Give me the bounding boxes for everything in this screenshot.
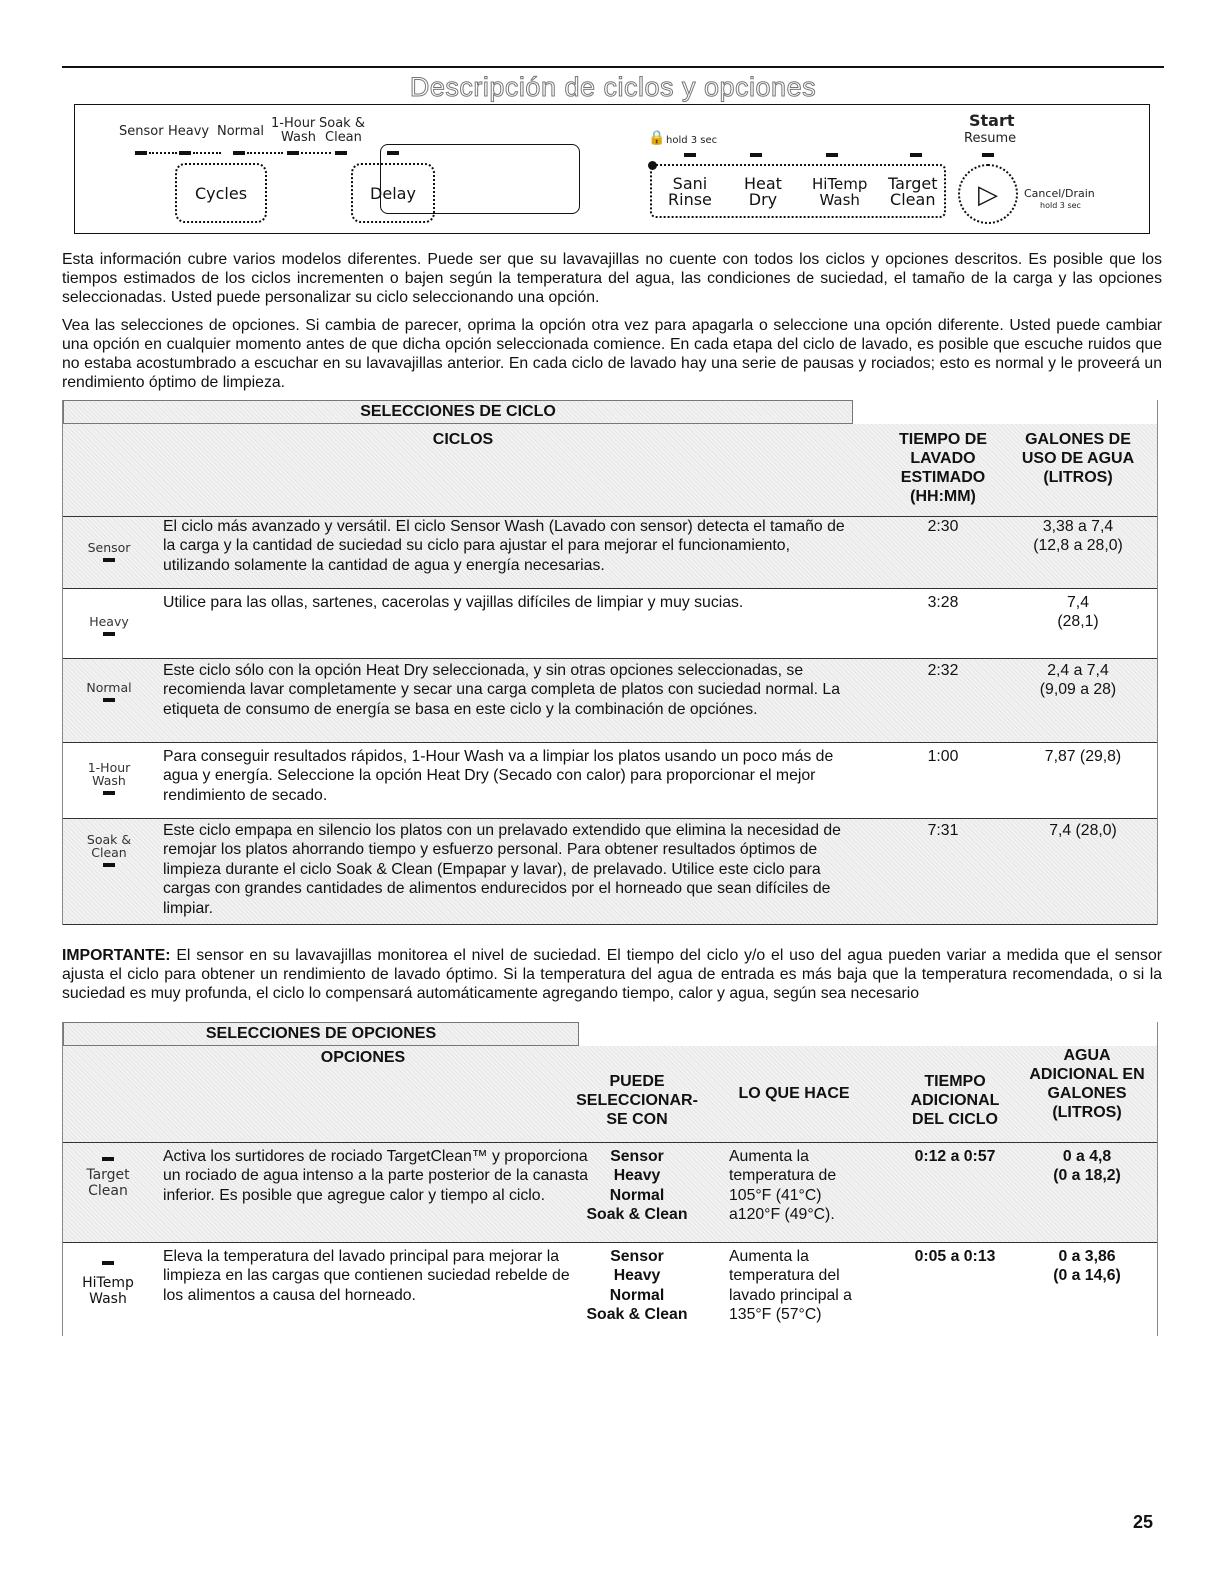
hitemp-indicator-light xyxy=(826,153,838,157)
row-label-text: Wash xyxy=(89,1291,127,1307)
important-label: IMPORTANTE: xyxy=(62,947,171,964)
lock-icon: 🔒 xyxy=(648,130,666,146)
cycle-water-liters: (9,09 a 28) xyxy=(1039,681,1117,698)
indicator-light xyxy=(103,558,115,562)
cycle-label-sensor: Sensor xyxy=(119,124,164,139)
row-label-text: Normal xyxy=(86,680,132,695)
start-label: Start xyxy=(969,111,1015,130)
option-water-liters: (0 a 18,2) xyxy=(1053,1167,1121,1184)
cycle-row-label xyxy=(81,541,137,562)
cycles-header-row xyxy=(63,424,1157,516)
option-water: 0 a 4,8 xyxy=(1062,1148,1112,1165)
option-description: Eleva la temperatura del lavado principal para mejorar la limpieza en las cargas que contienen suciedad rebelde de los alimentos a causa del horneado. xyxy=(163,1248,570,1304)
cycle-time: 7:31 xyxy=(927,822,959,839)
table-row xyxy=(63,516,1157,588)
option-sani-rinse[interactable] xyxy=(668,176,712,208)
option-hitemp-wash[interactable] xyxy=(812,176,867,208)
indicator-dots xyxy=(149,152,177,154)
row-label-text: Soak & xyxy=(86,832,132,847)
row-label-text: Clean xyxy=(91,845,127,860)
row-label-text: Clean xyxy=(88,1183,128,1199)
col-header-with: PUEDE SELECCIONAR- SE CON xyxy=(576,1073,698,1128)
option-water: 0 a 3,86 xyxy=(1058,1248,1116,1265)
cycle-label-1hour-bottom: Wash xyxy=(281,130,317,145)
col-header-cycles: CICLOS xyxy=(432,431,494,448)
option-row-label xyxy=(73,1157,143,1199)
table-row xyxy=(63,1242,1157,1336)
cycle-water: 7,4 xyxy=(1067,594,1089,611)
cycle-description: Este ciclo sólo con la opción Heat Dry seleccionada, y sin otras opciones seleccionadas, se recomienda lavar completamente y secar una carga completa de platos con suciedad normal. La etiqueta de consumo de energía se basa en este ciclo y la combinación de opciónes. xyxy=(163,662,841,718)
row-label-text: Wash xyxy=(92,773,126,788)
table-row xyxy=(63,818,1157,925)
resume-label: Resume xyxy=(964,131,1017,146)
indicator-dots xyxy=(247,152,283,154)
with-item: Normal xyxy=(609,1286,665,1304)
cycle-description: El ciclo más avanzado y versátil. El ciclo Sensor Wash (Lavado con sensor) detecta el tamaño de la carga y la cantidad de suciedad su ciclo para ajustar el para mejorar el funcionamiento, utilizando solamente la cantidad de agua y energía necesarias. xyxy=(163,518,845,574)
option-bottom-label: Wash xyxy=(819,191,860,209)
play-icon: ▷ xyxy=(978,179,998,209)
col-header-water: GALONES DE USO DE AGUA (LITROS) xyxy=(1021,431,1135,486)
cycle-time: 2:30 xyxy=(927,518,959,535)
cycles-section-title: SELECCIONES DE CICLO xyxy=(63,400,853,424)
important-text: El sensor en su lavavajillas monitorea el nivel de suciedad. El tiempo del ciclo y/o el uso del agua pueden variar a medida que el sensor ajusta el ciclo para obtener un rendimiento de lavado óptimo. Si la temperatura del agua de entrada es más baja que la temperatura recomendada, o si la suciedad es muy profunda, el ciclo lo compensará automáticamente agregando tiempo, calor y agua, según sea necesario xyxy=(62,947,1162,1002)
col-header-water: AGUA ADICIONAL EN GALONES (LITROS) xyxy=(1029,1047,1145,1121)
option-what-it-does: Aumenta la temperatura de 105°F (41°C) a120°F (49°C). xyxy=(729,1148,837,1224)
cycle-water: 2,4 a 7,4 xyxy=(1047,662,1109,679)
table-row xyxy=(63,658,1157,742)
option-top-label: Sani xyxy=(672,174,708,193)
important-note xyxy=(62,946,1162,1003)
lock-hint: hold 3 sec xyxy=(666,135,718,146)
indicator-dots xyxy=(301,152,331,154)
row-label-text: Sensor xyxy=(87,540,131,555)
intro-paragraph-1: Esta información cubre varios modelos diferentes. Puede ser que su lavavajillas no cuente con todos los ciclos y opciones descritos. Es posible que los tiempos estimados de los ciclos incrementen o bajen según la temperatura del agua, las condiciones de suciedad, el tamaño de la carga y las opciones seleccionadas. Usted puede personalizar su ciclo seleccionando una opción. xyxy=(62,251,1162,306)
option-bottom-label: Dry xyxy=(748,190,778,209)
indicator-light xyxy=(103,698,115,702)
cycle-row-label xyxy=(81,681,137,702)
1hour-indicator-light xyxy=(287,151,299,155)
option-bottom-label: Clean xyxy=(890,190,936,209)
indicator-light xyxy=(103,632,115,636)
cycle-time: 1:00 xyxy=(927,748,959,765)
intro-paragraph-2: Vea las selecciones de opciones. Si cambia de parecer, oprima la opción otra vez para apagarla o seleccione una opción diferente. Usted puede cambiar una opción en cualquier momento antes de que dicha opción seleccionada comience. En cada etapa del ciclo de lavado, es posible que escuche ruidos que no estaba acostumbrado a escuchar en su lavavajillas anterior. En cada ciclo de lavado hay una serie de pausas y rociados; esto es normal y le proveerá un rendimiento óptimo de limpieza. xyxy=(62,317,1162,391)
cycle-label-normal: Normal xyxy=(217,124,265,139)
option-with-list xyxy=(575,1147,699,1225)
option-top-label: Target xyxy=(888,174,938,193)
option-water-liters: (0 a 14,6) xyxy=(1053,1267,1121,1284)
col-header-time: TIEMPO DE LAVADO ESTIMADO (HH:MM) xyxy=(898,431,987,505)
option-time: 0:05 a 0:13 xyxy=(914,1248,996,1265)
indicator-light xyxy=(103,791,115,795)
target-indicator-light xyxy=(910,153,922,157)
option-target-clean[interactable] xyxy=(888,176,938,208)
cycle-label-1hour-top: 1-Hour xyxy=(271,116,316,131)
normal-indicator-light xyxy=(233,151,245,155)
start-indicator-light xyxy=(982,153,994,157)
with-item: Normal xyxy=(609,1186,665,1204)
with-item: Sensor xyxy=(610,1148,664,1165)
cycle-label-heavy: Heavy xyxy=(168,124,210,139)
cycle-row-label xyxy=(81,615,137,636)
top-rule xyxy=(62,66,1164,68)
cycle-label-soak-bottom: Clean xyxy=(325,130,362,145)
row-label-text: HiTemp xyxy=(82,1275,134,1291)
page-number: 25 xyxy=(1132,1512,1153,1532)
cancel-hint: hold 3 sec xyxy=(1040,201,1081,210)
row-label-text: Heavy xyxy=(89,614,129,629)
option-with-list xyxy=(575,1247,699,1325)
sani-indicator-light xyxy=(684,153,696,157)
cycle-row-label xyxy=(81,761,137,795)
display-window xyxy=(380,144,580,214)
cancel-drain-label: Cancel/Drain xyxy=(1024,187,1095,200)
indicator-light xyxy=(102,1261,114,1265)
cycle-water: 7,87 (29,8) xyxy=(1044,748,1122,765)
cycle-water-liters: (28,1) xyxy=(1057,613,1099,630)
cycle-water: 3,38 a 7,4 xyxy=(1042,518,1114,535)
option-top-label: HiTemp xyxy=(812,175,868,193)
cycle-label-soak-top: Soak & xyxy=(319,116,365,131)
cycle-water: 7,4 (28,0) xyxy=(1049,822,1117,839)
with-item: Soak & Clean xyxy=(586,1206,688,1224)
start-button[interactable] xyxy=(958,164,1018,224)
cycles-table xyxy=(62,400,1158,925)
indicator-light xyxy=(102,1157,114,1161)
option-time: 0:12 a 0:57 xyxy=(914,1148,996,1165)
option-row-label xyxy=(73,1261,143,1307)
page-title: Descripción de ciclos y opciones xyxy=(409,72,817,102)
with-item: Heavy xyxy=(613,1167,661,1185)
row-label-text: Target xyxy=(86,1167,130,1183)
cycle-description: Utilice para las ollas, sartenes, cacerolas y vajillas difíciles de limpiar y muy sucias. xyxy=(163,594,744,611)
row-label-text: 1-Hour xyxy=(87,760,131,775)
cycle-description: Este ciclo empapa en silencio los platos con un prelavado extendido que elimina la necesidad de remojar los platos ahorrando tiempo y esfuerzo personal. Para obtener resultados óptimos de limpieza durante el ciclo Soak & Clean (Empapar y lavar), de prelavado. Utilice este ciclo para cargas con grandes cantidades de alimentos endurecidos por el horneado que sean difíciles de limpiar. xyxy=(163,822,841,917)
option-heat-dry[interactable] xyxy=(744,176,782,208)
table-row xyxy=(63,742,1157,818)
heat-indicator-light xyxy=(750,153,762,157)
sensor-indicator-light xyxy=(135,151,147,155)
with-item: Soak & Clean xyxy=(586,1306,688,1324)
option-bottom-label: Rinse xyxy=(668,190,712,209)
option-description: Activa los surtidores de rociado TargetClean™ y proporciona un rociado de agua intenso a la parte posterior de la canasta inferior. Es posible que agregue calor y tiempo al ciclo. xyxy=(163,1148,589,1204)
soak-indicator-light xyxy=(335,151,347,155)
with-item: Heavy xyxy=(613,1267,661,1285)
heavy-indicator-light xyxy=(179,151,191,155)
cycle-description: Para conseguir resultados rápidos, 1-Hour Wash va a limpiar los platos usando un poco más de agua y energía. Seleccione la opción Heat Dry (Secado con calor) para proporcionar el mejor rendimiento de secado. xyxy=(163,748,834,804)
options-table xyxy=(62,1022,1158,1336)
cycles-button[interactable]: Cycles xyxy=(175,163,267,223)
col-header-options: OPCIONES xyxy=(320,1049,406,1066)
delay-button[interactable]: Delay xyxy=(351,163,435,223)
indicator-dots xyxy=(193,152,221,154)
options-section-title: SELECCIONES DE OPCIONES xyxy=(63,1022,579,1046)
options-header-row xyxy=(63,1046,1157,1142)
table-row xyxy=(63,588,1157,658)
cycle-time: 2:32 xyxy=(927,662,959,679)
option-what-it-does: Aumenta la temperatura del lavado principal a 135°F (57°C) xyxy=(729,1248,852,1324)
col-header-does: LO QUE HACE xyxy=(738,1085,850,1102)
with-item: Sensor xyxy=(610,1248,664,1265)
table-row xyxy=(63,1142,1157,1242)
cycle-water-liters: (12,8 a 28,0) xyxy=(1033,537,1123,554)
cycle-time: 3:28 xyxy=(927,594,959,611)
indicator-light xyxy=(103,863,115,867)
col-header-time: TIEMPO ADICIONAL DEL CICLO xyxy=(910,1073,1000,1128)
cycle-row-label xyxy=(81,833,137,867)
option-top-label: Heat xyxy=(744,174,782,193)
